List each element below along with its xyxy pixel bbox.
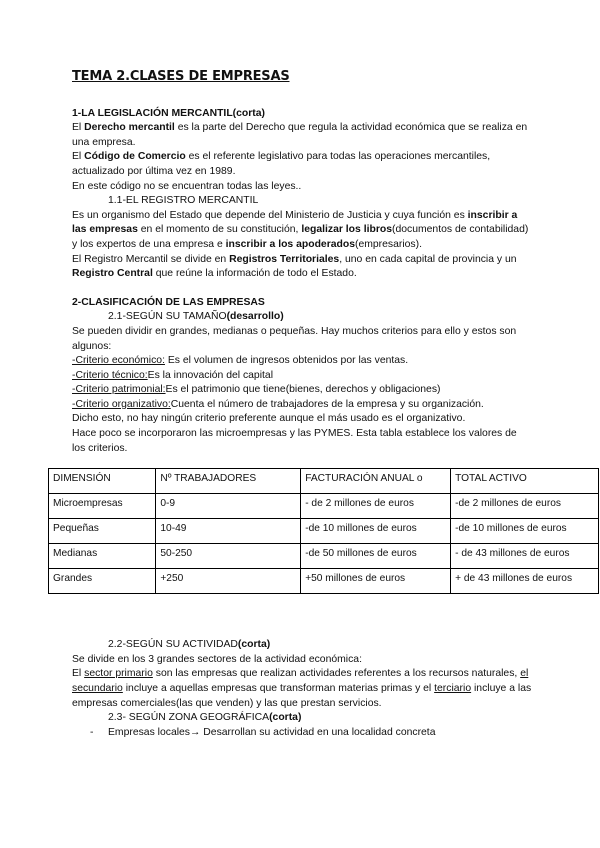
paragraph-sectores-intro: Se divide en los 3 grandes sectores de la actividad económica:	[72, 653, 362, 665]
criterio-economico	[72, 354, 532, 369]
table-cell: +250	[156, 569, 301, 594]
criterio-label: -Criterio patrimonial:	[72, 384, 166, 396]
text: 2.2-SEGÚN SU ACTIVIDAD	[108, 639, 238, 651]
paragraph-sectores	[72, 667, 532, 711]
text: Es el volumen de ingresos obtenidos por las ventas.	[164, 355, 409, 367]
paragraph-leyes: En este código no se encuentran todas las leyes..	[72, 180, 302, 192]
criterio-label: -Criterio organizativo:	[72, 398, 171, 410]
text: El	[72, 122, 85, 134]
heading-tag: (corta)	[269, 712, 302, 724]
subheading-actividad	[72, 638, 532, 653]
table-cell: Grandes	[49, 569, 156, 594]
text: son las empresas que realizan actividades referentes a los recursos naturales,	[152, 668, 521, 680]
bold-term: Derecho mercantil	[84, 122, 175, 134]
paragraph-codigo-comercio	[72, 150, 532, 179]
text: es la parte del Derecho que regula la actividad económica que se realiza en una empresa.	[72, 122, 528, 148]
text: El	[72, 668, 85, 680]
paragraph-criterios-intro: Se pueden dividir en grandes, medianas o pequeñas. Hay muchos criterios para ello y estos son algunos:	[72, 325, 517, 352]
table-cell: Microempresas	[49, 494, 156, 519]
table-cell: 50-250	[156, 544, 301, 569]
table-cell: -de 10 millones de euros	[301, 519, 451, 544]
bold-term: Código de Comercio	[84, 151, 186, 163]
table-header-cell: Nº TRABAJADORES	[156, 469, 301, 494]
table-cell: - de 2 millones de euros	[301, 494, 451, 519]
heading-tag: (corta)	[237, 639, 271, 651]
paragraph-registro-funcion	[72, 209, 532, 253]
heading-tag: (desarrollo)	[226, 311, 284, 323]
table-row	[49, 544, 599, 569]
table-cell: 10-49	[156, 519, 301, 544]
table-cell: +50 millones de euros	[301, 569, 451, 594]
criterio-tecnico	[72, 369, 532, 384]
text: incluye a las empresas comerciales(las que venden) y las que prestan servicios.	[72, 683, 532, 709]
table-cell: 0-9	[156, 494, 301, 519]
text: es el referente legislativo para todas las operaciones mercantiles, actualizado por última vez en 1989.	[72, 151, 491, 177]
table-cell: -de 2 millones de euros	[451, 494, 599, 519]
subheading-tamano	[72, 310, 532, 325]
heading-text: 1-LA LEGISLACIÓN MERCANTIL	[72, 107, 233, 119]
table-row	[49, 569, 599, 594]
paragraph-derecho-mercantil	[72, 121, 532, 150]
text: incluye a aquellas empresas que transforman materias primas y el	[122, 683, 435, 695]
table-cell: -de 50 millones de euros	[301, 544, 451, 569]
section-2-heading: 2-CLASIFICACIÓN DE LAS EMPRESAS	[72, 296, 265, 308]
text: El	[72, 151, 85, 163]
bold-term: inscribir a las empresas	[72, 209, 518, 236]
text: que reúne la información de todo el Estado.	[152, 268, 357, 280]
text: Es el patrimonio que tiene(bienes, derechos y obligaciones)	[165, 384, 441, 396]
text: (empresarios).	[355, 238, 422, 250]
table-cell: + de 43 millones de euros	[451, 569, 599, 594]
bold-term: Registros Territoriales	[229, 253, 340, 265]
criterio-patrimonial	[72, 383, 532, 398]
subheading-registro-mercantil: 1.1-EL REGISTRO MERCANTIL	[108, 195, 259, 207]
text: , uno en cada capital de provincia y un	[339, 253, 517, 265]
criterio-organizativo	[72, 398, 532, 413]
bold-term: legalizar los libros	[301, 224, 392, 236]
underlined-term: terciario	[434, 683, 472, 695]
text: Es un organismo del Estado que depende del Ministerio de Justicia y cuya función es	[72, 209, 468, 221]
criterio-label: -Criterio técnico:	[72, 369, 148, 381]
table-cell: - de 43 millones de euros	[451, 544, 599, 569]
text: en el momento de su constitución,	[137, 224, 302, 236]
bold-term: Registro Central	[72, 268, 153, 280]
paragraph-criterio-preferente: Dicho esto, no hay ningún criterio preferente aunque el más usado es el organizativo.	[72, 413, 466, 425]
section-1-heading	[72, 107, 532, 122]
table-cell: Pequeñas	[49, 519, 156, 544]
subheading-zona-geografica	[72, 711, 532, 726]
table-header-row	[49, 469, 599, 494]
criterio-label: -Criterio económico:	[72, 355, 165, 367]
heading-tag: (corta)	[232, 107, 266, 119]
document-page	[53, 69, 573, 740]
table-cell: Medianas	[49, 544, 156, 569]
table-header-cell: FACTURACIÓN ANUAL o	[301, 469, 451, 494]
text: Es la innovación del capital	[147, 369, 273, 381]
dimension-table	[48, 468, 599, 594]
table-row	[49, 519, 599, 544]
underlined-term: sector primario	[84, 668, 153, 680]
bullet-dash: -	[90, 726, 94, 738]
table-header-cell: TOTAL ACTIVO	[451, 469, 599, 494]
bold-term: inscribir a los apoderados	[225, 238, 355, 250]
text: El Registro Mercantil se divide en	[72, 253, 230, 265]
text: 2.3- SEGÚN ZONA GEOGRÁFICA	[108, 712, 270, 724]
paragraph-registro-division	[72, 253, 532, 282]
underlined-term: el secundario	[72, 668, 529, 695]
table-cell: -de 10 millones de euros	[451, 519, 599, 544]
list-item-text: Empresas locales→ Desarrollan su actividad en una localidad concreta	[108, 726, 436, 738]
list-item	[72, 726, 532, 741]
paragraph-pymes: Hace poco se incorporaron las microempresas y las PYMES. Esta tabla establece los valores de los criterios.	[72, 428, 517, 454]
text: Cuenta el número de trabajadores de la empresa y su organización.	[170, 398, 484, 410]
table-header-cell: DIMENSIÓN	[49, 469, 156, 494]
document-title: TEMA 2.CLASES DE EMPRESAS	[72, 69, 290, 84]
text: 2.1-SEGÚN SU TAMAÑO	[108, 311, 227, 323]
table-row	[49, 494, 599, 519]
text: (documentos de contabilidad) y los expertos de una empresa e	[72, 224, 529, 250]
